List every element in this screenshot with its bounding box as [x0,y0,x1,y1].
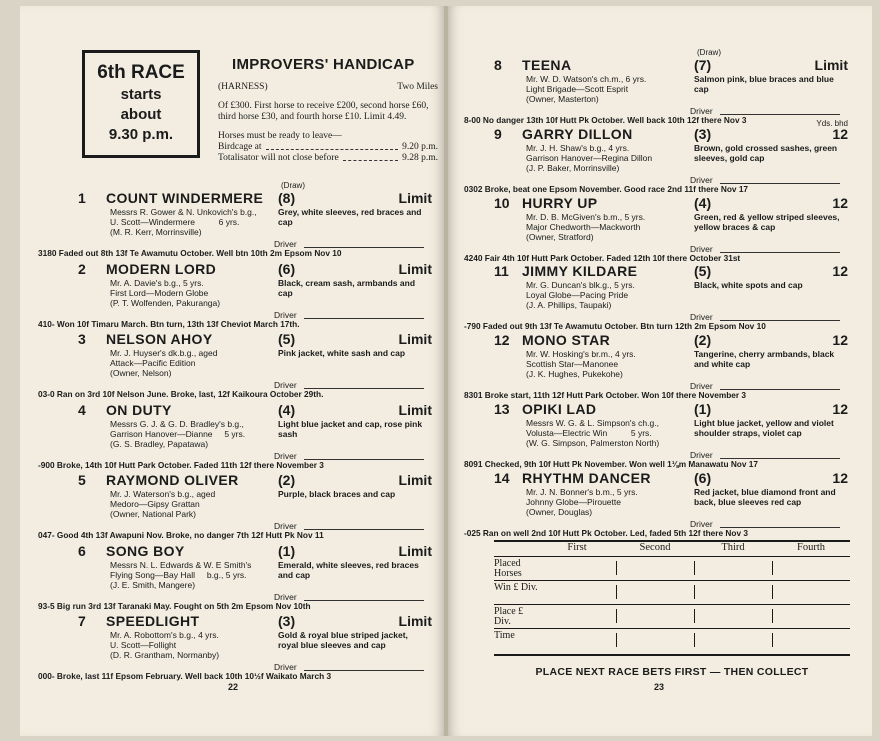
owner-line: Light Brigade—Scott Esprit [526,84,629,94]
horse-entry [38,613,442,683]
horse-owner-breeding [526,74,694,104]
horse-class: Limit [398,613,432,629]
horse-number: 13 [494,401,510,417]
owner-line: Flying Song—Bay Hall b.g., 5 yrs. [110,569,247,580]
horse-class: Limit [398,260,432,277]
owner-line: (Owner, Stratford) [526,231,594,242]
horse-colours: Light blue jacket, yellow and violet shoulder straps, violet cap [694,418,834,438]
driver-label: Driver [274,591,297,602]
horse-owner-breeding [110,348,278,378]
driver-blank-line [304,318,424,319]
driver-blank-line [304,529,424,530]
draw-label: (Draw) [281,181,305,190]
horse-owner-breeding [110,419,278,449]
driver-label: Driver [274,521,297,531]
horse-name: HURRY UP [522,194,598,211]
horse-form: -900 Broke, 14th 10f Hutt Park October. Faded 11th 12f there November 3 [38,459,324,470]
horse-entry [464,332,858,402]
horse-name: JIMMY KILDARE [522,263,638,280]
horse-colours: Black, white spots and cap [694,280,803,291]
horse-draw: (5) [278,331,296,347]
owner-line: Mr. J. Waterson's b.g., aged [110,489,216,499]
owner-line: U. Scott—Follight [110,640,177,650]
horse-colours: Salmon pink, blue braces and blue cap [694,74,834,94]
horse-number: 5 [78,472,86,488]
owner-line: Mr. W. D. Watson's ch.m., 6 yrs. [526,74,647,84]
horse-form: 8301 Broke start, 11th 12f Hutt Park October. Won 10f there November 3 [464,390,747,401]
horse-class: Limit [398,331,432,347]
horse-form: 03-0 Ran on 3rd 10f Nelson June. Broke, last, 12f Kaikoura October 29th. [38,389,324,399]
programme-spread [20,6,872,736]
owner-line: Johnny Globe—Pirouette [526,496,621,507]
race-ready-note: Horses must be ready to leave— [218,131,342,141]
horse-draw: (6) [694,469,712,486]
results-row-label: Win £ Div. [494,582,538,593]
driver-blank-line [304,459,424,460]
horse-class: Limit [398,190,432,206]
col-second: Second [639,542,671,553]
horse-colours: Purple, black braces and cap [278,489,396,499]
horse-number: 6 [78,542,86,559]
owner-line: Mr. J. H. Shaw's b.g., 4 yrs. [526,142,630,153]
horse-form: 410- Won 10f Timaru March. Btn turn, 13th 13f Cheviot March 17th. [38,318,300,329]
horse-class: Limit [398,542,432,559]
horse-owner-breeding [526,487,694,517]
results-column-rule [616,633,617,647]
results-row-label: Time [494,630,515,641]
results-row [494,628,850,652]
driver-blank-line [304,388,424,389]
race-title: IMPROVERS' HANDICAP [232,56,415,73]
horse-colours: Green, red & yellow striped sleeves, yellow braces & cap [694,211,840,232]
results-column-rule [616,561,617,575]
right-page [448,6,872,736]
horse-colours: Pink jacket, white sash and cap [278,348,406,358]
driver-blank-line [304,670,424,671]
race-conditions [218,82,438,164]
horse-colours: Gold & royal blue striped jacket, royal blue sleeves and cap [278,630,408,650]
driver-blank-line [720,389,840,390]
horse-class: Limit [398,401,432,418]
owner-line: Mr. J. N. Bonner's b.m., 5 yrs. [526,486,638,497]
owner-line: Mr. G. Duncan's blk.g., 5 yrs. [526,280,635,291]
horse-draw: (6) [278,260,296,277]
horse-class: 12 [832,332,848,349]
horse-class: 12 [832,263,848,280]
horse-draw: (1) [694,401,712,417]
results-column-rule [772,633,773,647]
horse-form: 3180 Faded out 8th 13f Te Awamutu October. Well btn 10th 2m Epsom Nov 10 [38,248,342,258]
horse-owner-breeding [110,207,278,237]
owner-line: (Owner, Nelson) [110,368,172,378]
race-stakes: Of £300. First horse to receive £200, second horse £60, third horse £30, and fourth horse £10. Limit 4.49. [218,101,429,122]
owner-line: (Owner, National Park) [110,509,196,519]
horse-colours: Brown, gold crossed sashes, green sleeves, gold cap [694,142,838,163]
page-number-left: 22 [228,682,239,692]
horse-form: 047- Good 4th 13f Awapuni Nov. Broke, no danger 7th 12f Hutt Pk Nov 11 [38,530,324,540]
horse-entry [38,260,442,331]
results-row [494,556,850,580]
horse-colours: Light blue jacket and cap, rose pink sash [278,418,423,439]
horse-entry [38,401,442,472]
horse-number: 10 [494,194,510,211]
horse-number: 11 [494,263,509,280]
horse-entry [38,181,442,260]
owner-line: Mr. A. Robottom's b.g., 4 yrs. [110,630,219,640]
owner-line: Mr. D. B. McGiven's b.m., 5 yrs. [526,211,646,222]
horse-owner-breeding [526,349,694,379]
owner-line: (G. S. Bradley, Papatawa) [110,438,209,449]
driver-blank-line [720,252,840,253]
race-about-label: about [120,106,162,123]
driver-label: Driver [274,309,297,320]
horse-name: SONG BOY [106,542,185,559]
horse-draw: (3) [694,125,712,142]
horse-colours: Emerald, white sleeves, red braces and cap [278,559,419,580]
horse-name: ON DUTY [106,401,172,418]
horse-form: 000- Broke, last 11f Epsom February. Well back 10th 10½f Waikato March 3 [38,671,332,681]
driver-blank-line [720,320,840,321]
driver-blank-line [304,600,424,601]
results-row-label: Place £ Div. [494,606,524,627]
horse-entry [38,542,442,613]
horse-number: 7 [78,613,86,629]
horse-class: Limit [814,57,848,73]
owner-line: Volusta—Electric Win 5 yrs. [526,428,652,438]
owner-line: (D. R. Grantham, Normanby) [110,650,220,660]
horse-form: 8091 Checked, 9th 10f Hutt Pk November. Won well 1⅛m Manawatu Nov 17 [464,459,759,469]
owner-line: Major Chedworth—Mackworth [526,221,641,232]
horse-owner-breeding [110,560,278,590]
race-start-time: 9.30 p.m. [108,126,174,143]
owner-line: (J. K. Hughes, Pukekohe) [526,369,623,380]
horse-class: 12 [832,125,848,142]
owner-line: Messrs R. Gower & N. Unkovich's b.g., [110,207,257,217]
horse-form: -790 Faded out 9th 13f Te Awamutu October. Btn turn 12th 2m Epsom Nov 10 [464,321,766,332]
horse-colours: Grey, white sleeves, red braces and cap [278,207,422,227]
race-type: (HARNESS) [218,82,268,92]
horse-class: 12 [832,401,848,417]
results-column-rule [694,633,695,647]
results-column-rule [772,585,773,599]
birdcage-time: 9.20 p.m. [402,142,438,152]
results-column-rule [772,609,773,623]
horse-draw: (1) [278,542,296,559]
horse-number: 9 [494,125,502,142]
results-column-rule [772,561,773,575]
owner-line: (W. G. Simpson, Palmerston North) [526,438,660,448]
driver-blank-line [720,114,840,115]
col-fourth: Fourth [796,542,825,553]
collect-notice: PLACE NEXT RACE BETS FIRST — THEN COLLECT [535,666,809,678]
horse-draw: (7) [694,57,712,73]
horse-number: 3 [78,331,86,347]
results-column-rule [616,609,617,623]
owner-line: (M. R. Kerr, Morrinsville) [110,227,202,237]
driver-blank-line [304,247,424,248]
driver-label: Driver [690,243,713,254]
tote-close-label: Totalisator will not close before [218,153,339,163]
horse-class: 12 [832,469,848,486]
results-column-rule [694,609,695,623]
owner-line: Mr. J. Huyser's dk.b.g., aged [110,348,218,358]
horse-form: -025 Ran on well 2nd 10f Hutt Pk October. Led, faded 5th 12f there Nov 3 [464,527,749,538]
driver-label: Driver [690,381,713,392]
owner-line: Mr. A. Davie's b.g., 5 yrs. [110,277,204,288]
horse-owner-breeding [526,143,694,173]
horse-owner-breeding [110,278,278,308]
draw-label: (Draw) [697,48,721,57]
owner-line: Messrs N. L. Edwards & W. E Smith's [110,559,252,570]
results-column-rule [616,585,617,599]
driver-label: Driver [690,106,713,116]
driver-label: Driver [274,450,297,461]
horse-class: 12 [832,194,848,211]
race-starts-label: starts [120,86,162,103]
results-row [494,580,850,604]
owner-line: (J. E. Smith, Mangere) [110,579,196,590]
horse-number: 12 [494,332,510,349]
driver-label: Driver [274,662,297,672]
horse-colours: Red jacket, blue diamond front and back, blue sleeves red cap [694,486,836,507]
results-column-rule [694,585,695,599]
horse-name: MONO STAR [522,332,611,349]
owner-line: Loyal Globe—Pacing Pride [526,290,629,301]
horse-number: 8 [494,57,502,73]
horse-name: MODERN LORD [106,260,217,277]
page-number-right: 23 [654,682,665,692]
horse-draw: (3) [278,613,296,629]
owner-line: Mr. W. Hosking's br.m., 4 yrs. [526,349,636,360]
driver-blank-line [720,183,840,184]
horse-entry [464,263,858,333]
driver-label: Driver [690,450,713,460]
horse-name: GARRY DILLON [522,125,633,142]
horse-entry [464,48,858,127]
horse-owner-breeding [526,418,694,448]
horse-form: 4240 Fair 4th 10f Hutt Park October. Faded 12th 10f there October 31st [464,252,741,263]
horse-owner-breeding [526,280,694,310]
horse-name: NELSON AHOY [106,331,213,347]
results-row-label: Placed Horses [494,558,522,579]
race-distance: Two Miles [397,82,438,92]
results-row [494,604,850,628]
driver-label: Driver [274,239,297,249]
results-table [494,540,850,678]
horse-name: TEENA [522,57,572,73]
owner-line: Garrison Hanover—Dianne 5 yrs. [110,428,246,439]
horse-draw: (5) [694,263,712,280]
horse-colours: Tangerine, cherry armbands, black and white cap [694,349,835,370]
results-column-rule [694,561,695,575]
horse-draw: (8) [278,190,296,206]
horse-entry [464,194,858,265]
results-header [494,542,850,556]
horse-entry [464,401,858,471]
owner-line: (Owner, Masterton) [526,94,599,104]
horse-draw: (2) [278,472,296,488]
horse-entry [38,331,442,401]
horse-number: 14 [494,469,510,486]
yards-behind-label: Yds. bhd [816,118,848,128]
horse-name: RAYMOND OLIVER [106,472,239,488]
horse-entry [464,469,858,540]
horse-entry [38,472,442,542]
driver-label: Driver [690,518,713,529]
driver-label: Driver [274,380,297,390]
horse-number: 4 [78,401,86,418]
owner-line: (J. A. Phillips, Taupaki) [526,300,612,311]
horse-number: 1 [78,190,86,206]
horse-name: COUNT WINDERMERE [106,190,264,206]
owner-line: Medoro—Gipsy Grattan [110,499,200,509]
horse-name: RHYTHM DANCER [522,469,651,486]
driver-blank-line [720,527,840,528]
race-number: 6th RACE [97,62,185,83]
owner-line: (P. T. Wolfenden, Pakuranga) [110,297,221,308]
horse-form: 8-00 No danger 13th 10f Hutt Pk October. Well back 10th 12f there Nov 3 [464,115,747,125]
horse-owner-breeding [110,489,278,519]
horse-form: 93-5 Big run 3rd 13f Taranaki May. Fought on 5th 2m Epsom Nov 10th [38,600,311,611]
owner-line: Garrison Hanover—Regina Dillon [526,152,653,163]
horse-draw: (4) [694,194,712,211]
left-page [20,6,444,736]
owner-line: Attack—Pacific Edition [110,358,196,368]
race-number-box [82,50,200,158]
horse-number: 2 [78,260,86,277]
horse-draw: (4) [278,401,296,418]
driver-label: Driver [690,312,713,323]
horse-colours: Black, cream sash, armbands and cap [278,277,416,298]
col-first: First [567,542,587,553]
horse-draw: (2) [694,332,712,349]
col-third: Third [721,542,745,553]
owner-line: U. Scott—Windermere 6 yrs. [110,217,240,227]
horse-class: Limit [398,472,432,488]
driver-blank-line [720,458,840,459]
horse-owner-breeding [110,630,278,660]
owner-line: (Owner, Douglas) [526,506,593,517]
horse-name: OPIKI LAD [522,401,597,417]
owner-line: Messrs W. G. & L. Simpson's ch.g., [526,418,659,428]
birdcage-label: Birdcage at [218,142,262,152]
horse-name: SPEEDLIGHT [106,613,200,629]
owner-line: First Lord—Modern Globe [110,287,209,298]
owner-line: (J. P. Baker, Morrinsville) [526,162,620,173]
owner-line: Scottish Star—Manonee [526,359,619,370]
owner-line: Messrs G. J. & G. D. Bradley's b.g., [110,418,244,429]
horse-form: 0302 Broke, beat one Epsom November. Good race 2nd 11f there Nov 17 [464,183,749,194]
tote-close-time: 9.28 p.m. [402,153,438,163]
horse-owner-breeding [526,212,694,242]
driver-label: Driver [690,174,713,185]
